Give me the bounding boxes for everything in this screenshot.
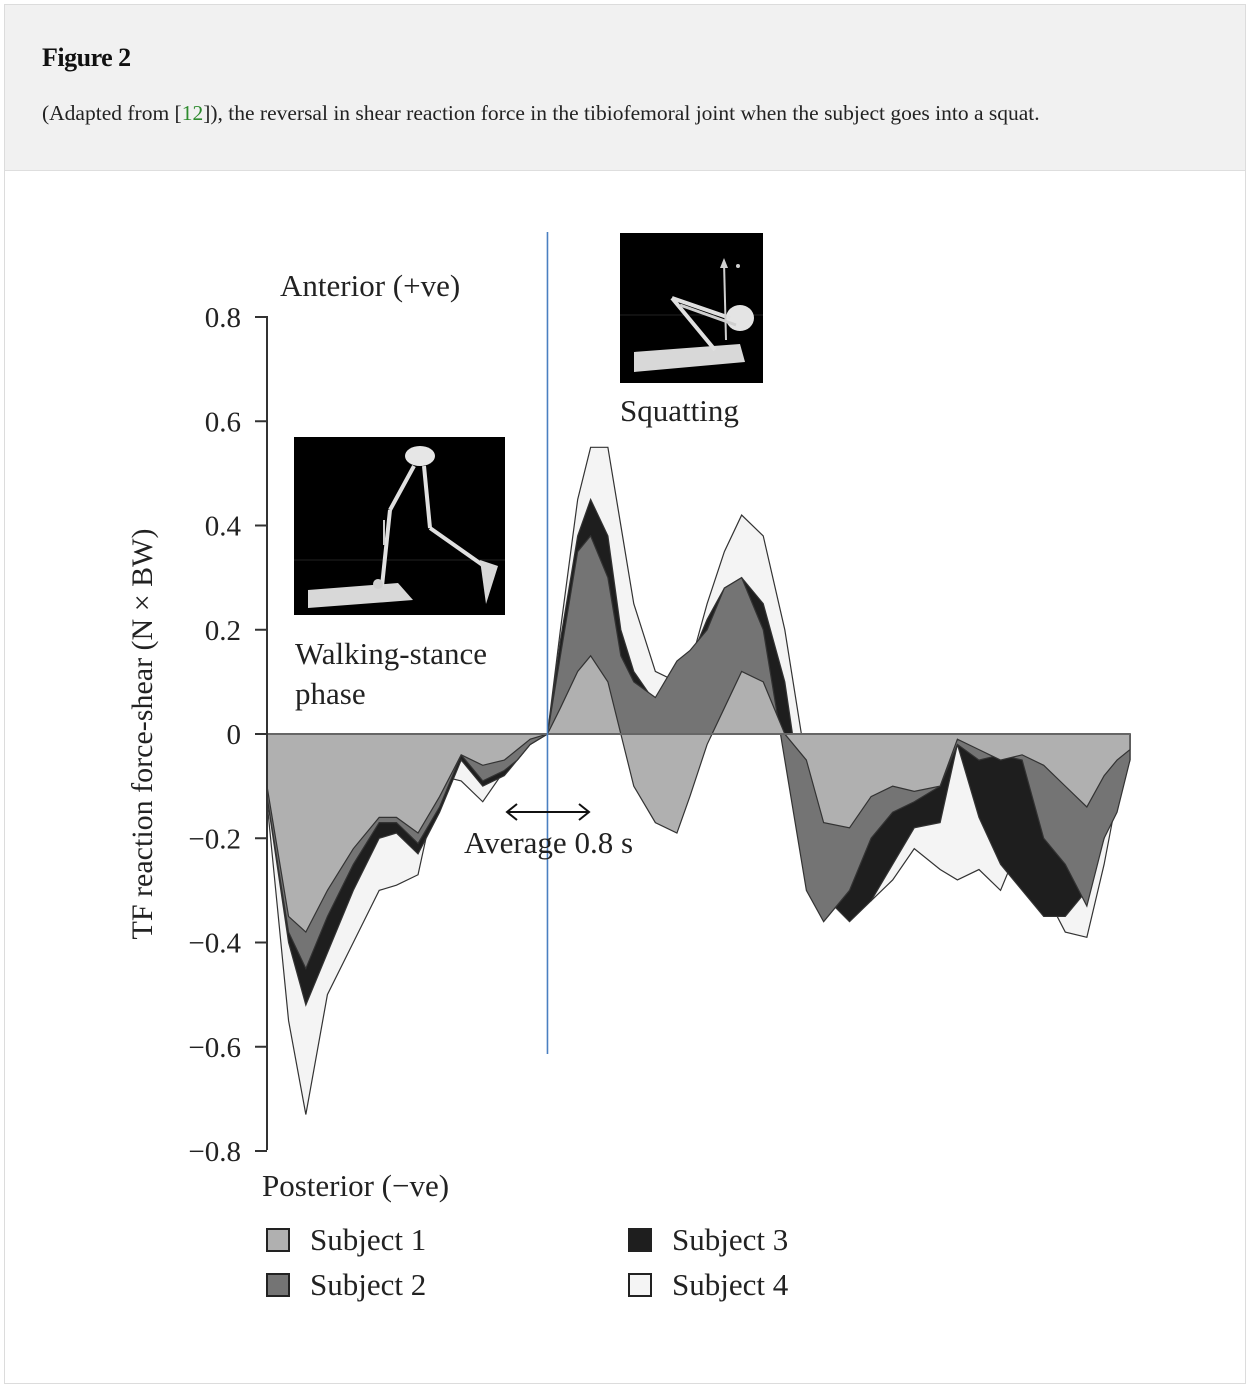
y-tick-label: 0.8 [204, 302, 241, 334]
legend-label-subject-2: Subject 2 [310, 1267, 427, 1302]
caption-text-start: (Adapted from [ [42, 101, 182, 125]
y-axis-label: TF reaction force-shear (N × BW) [126, 528, 159, 940]
y-tick-label: −0.2 [188, 823, 241, 856]
y-tick-label: 0.6 [204, 406, 241, 439]
y-tick-label: 0.4 [204, 510, 241, 543]
legend [267, 1222, 789, 1302]
legend-label-subject-1: Subject 1 [310, 1222, 427, 1257]
y-tick-label: −0.8 [188, 1136, 241, 1168]
reference-link[interactable]: 12 [181, 101, 204, 125]
legend-swatch-subject-3 [629, 1229, 651, 1251]
average-label: Average 0.8 s [464, 825, 634, 860]
legend-swatch-subject-1 [267, 1229, 289, 1251]
squatting-label: Squatting [620, 393, 739, 428]
anterior-label: Anterior (+ve) [280, 268, 461, 303]
legend-swatch-subject-4 [629, 1274, 651, 1296]
y-tick-label: −0.6 [188, 1031, 241, 1064]
legend-label-subject-3: Subject 3 [672, 1222, 789, 1257]
walking-label-line1: Walking-stance [295, 636, 488, 671]
walking-label-line2: phase [295, 676, 366, 711]
y-tick-label: −0.4 [188, 927, 241, 960]
y-ticks [188, 302, 267, 1168]
y-tick-label: 0 [226, 719, 241, 751]
walking-skeleton-image [294, 437, 505, 615]
legend-swatch-subject-2 [267, 1274, 289, 1296]
caption-text-end: ]), the reversal in shear reaction force in the tibiofemoral joint when the subject goes into a squat. [203, 101, 1040, 125]
legend-label-subject-4: Subject 4 [672, 1267, 789, 1302]
y-tick-label: 0.2 [204, 614, 241, 647]
squatting-skeleton-image [620, 233, 763, 383]
figure-label: Figure 2 [42, 43, 131, 72]
posterior-label: Posterior (−ve) [262, 1168, 450, 1203]
